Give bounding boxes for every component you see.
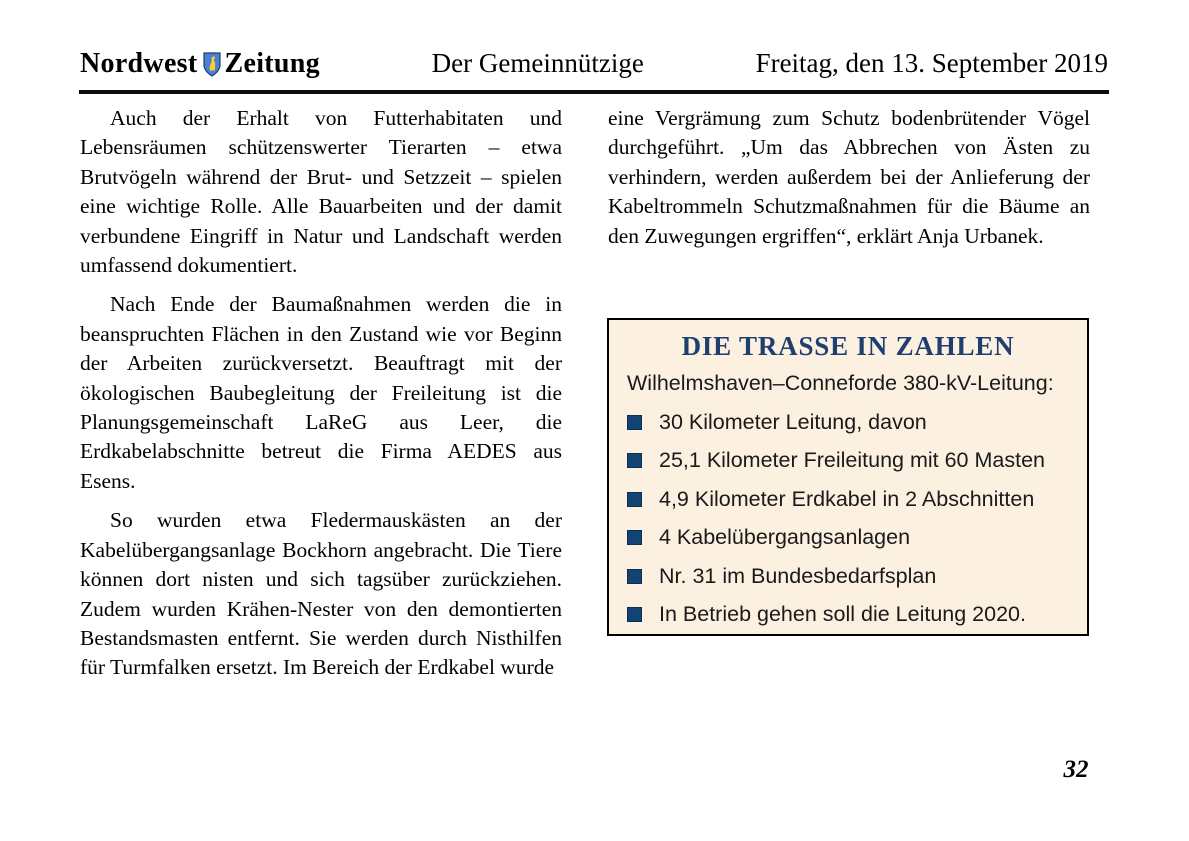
infobox-item-text: 25,1 Kilometer Freileitung mit 60 Masten: [659, 448, 1045, 472]
masthead-rule: [79, 90, 1109, 94]
paragraph: Nach Ende der Baumaßnahmen werden die in beanspruchten Flächen in den Zustand wie vor Beginn der Arbeiten zurückversetzt. Beauftragt mit der ökologischen Baubegleitung der Freileitung ist die Planungsgemeinschaft LaReG aus Leer, die Erdkabelabschnitte betreut die Firma AEDES aus Esens.: [80, 292, 562, 493]
square-bullet-icon: [627, 492, 642, 507]
infobox-subtitle: Wilhelmshaven–Conneforde 380-kV-Leitung:: [627, 371, 1054, 395]
infobox-trasse-in-zahlen: [607, 318, 1089, 636]
infobox-list: [609, 410, 1087, 628]
edition-title: Der Gemeinnützige: [431, 48, 644, 78]
paragraph: So wurden etwa Fledermauskästen an der Kabelübergangsanlage Bockhorn angebracht. Die Tiere können dort nisten und sich tagsüber zurückziehen. Zudem wurden Krähen-Nester von den demontierten Bestandsmasten entfernt. Sie werden durch Nisthilfen für Turmfalken ersetzt. Im Bereich der Erdkabel wurde: [80, 508, 562, 680]
infobox-list-item: [627, 525, 1087, 550]
infobox-item-text: 30 Kilometer Leitung, davon: [659, 409, 927, 434]
page-number: 32: [1063, 756, 1089, 783]
infobox-list-item: [627, 602, 1087, 627]
article-column-right: [608, 104, 1090, 261]
paragraph: eine Vergrämung zum Schutz bodenbrütender Vögel durchgeführt. „Um das Abbrechen von Ästen zu verhindern, werden außerdem bei der Anlieferung der Kabeltrommeln Schutzmaßnahmen für die Bäume an den Zuwegungen ergriffen“, erklärt Anja Urbanek.: [608, 106, 1090, 248]
square-bullet-icon: [627, 453, 642, 468]
newspaper-brand: [80, 48, 320, 80]
brand-name-left: Nordwest: [80, 48, 198, 79]
infobox-item-text: 4 Kabelübergangsanlagen: [659, 525, 911, 549]
infobox-item-text: Nr. 31 im Bundesbedarfsplan: [659, 563, 937, 588]
infobox-list-item: [627, 410, 1087, 435]
infobox-item-text: In Betrieb gehen soll die Leitung 2020.: [659, 602, 1026, 626]
article-column-left: [80, 104, 562, 693]
square-bullet-icon: [627, 415, 642, 430]
paragraph: Auch der Erhalt von Futterhabitaten und Lebensräumen schützenswerter Tierarten – etwa Brutvögeln während der Brut- und Setzzeit – spielen eine wichtige Rolle. Alle Bauarbeiten und der damit verbundene Eingriff in Natur und Landschaft werden umfassend dokumentiert.: [80, 106, 562, 278]
brand-name-right: Zeitung: [224, 48, 320, 79]
square-bullet-icon: [627, 530, 642, 545]
infobox-list-item: [627, 487, 1087, 512]
infobox-item-text: 4,9 Kilometer Erdkabel in 2 Abschnitten: [659, 486, 1035, 511]
coat-of-arms-icon: [203, 52, 221, 77]
infobox-list-item: [627, 564, 1087, 589]
infobox-title: DIE TRASSE IN ZAHLEN: [681, 331, 1015, 361]
square-bullet-icon: [627, 569, 642, 584]
square-bullet-icon: [627, 607, 642, 622]
masthead: [80, 48, 1108, 88]
infobox-list-item: [627, 448, 1087, 473]
issue-date: Freitag, den 13. September 2019: [755, 48, 1108, 78]
